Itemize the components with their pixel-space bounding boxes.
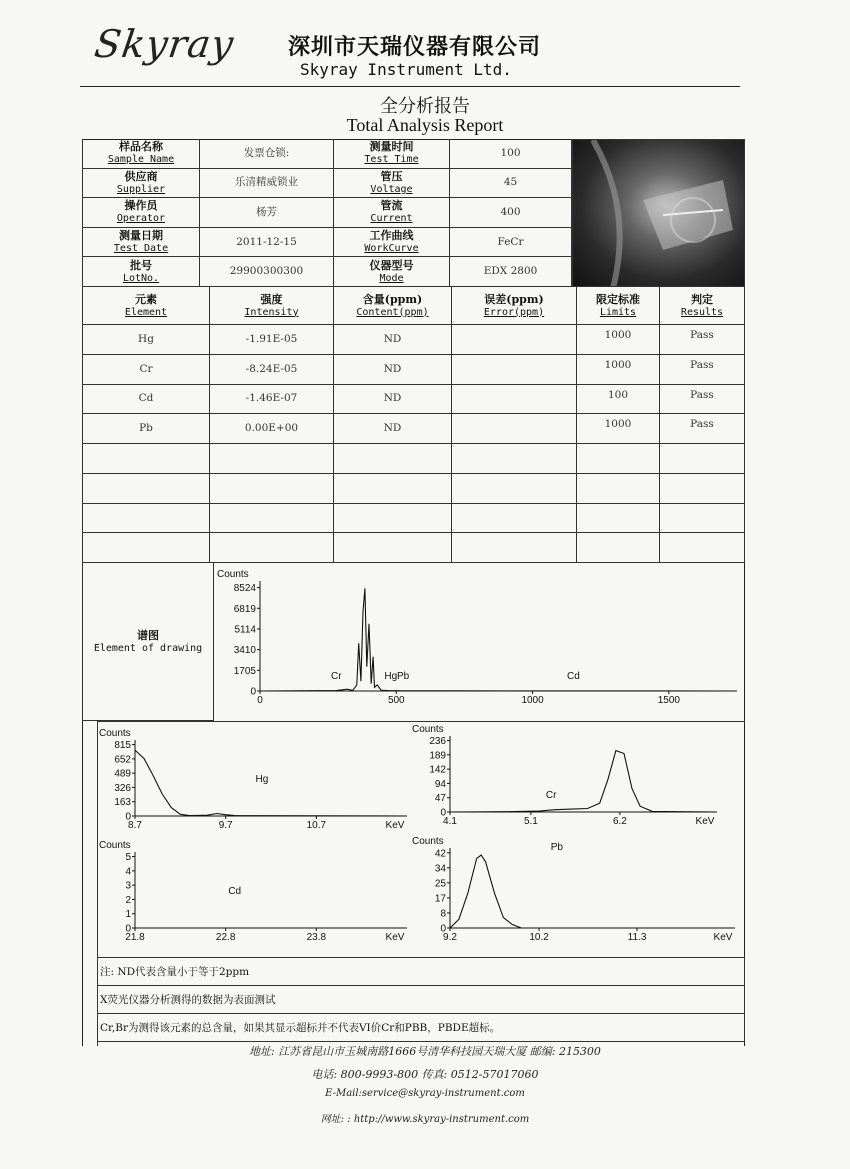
- header-cn: 元素: [135, 292, 157, 306]
- results-cell: [82, 355, 210, 385]
- y-axis-label: Counts: [217, 569, 249, 580]
- y-tick-label: 652: [114, 754, 131, 766]
- result-intensity: -1.46E-07: [245, 392, 298, 405]
- result-result: Pass: [690, 418, 714, 431]
- results-cell: [660, 474, 745, 504]
- param-label-cell: [334, 257, 450, 287]
- results-cell: [452, 355, 577, 385]
- results-cell: [210, 444, 334, 474]
- note-surface: X荧光仪器分析测得的数据为表面测试: [97, 986, 745, 1014]
- results-cell: [660, 355, 745, 385]
- x-tick-label: 1500: [657, 695, 680, 706]
- y-axis-label: Counts: [412, 836, 444, 847]
- results-cell: [660, 504, 745, 534]
- result-content: ND: [383, 332, 402, 345]
- results-cell: [82, 474, 210, 504]
- results-header-cell: [660, 287, 745, 325]
- param-label-en: Current: [370, 213, 413, 225]
- info-label-cell: [82, 198, 200, 228]
- result-content: ND: [383, 362, 402, 375]
- info-label-cn: 样品名称: [119, 140, 163, 154]
- param-value: EDX 2800: [483, 265, 538, 278]
- y-tick-label: 0: [440, 807, 446, 819]
- spectrum-line: [450, 751, 717, 812]
- result-content: ND: [383, 422, 402, 435]
- result-element: Cd: [138, 392, 154, 405]
- x-tick-label: KeV: [695, 816, 715, 827]
- element-annotation: Cr: [331, 671, 342, 682]
- result-content: ND: [383, 392, 402, 405]
- param-value: 100: [500, 146, 521, 159]
- results-cell: [660, 444, 745, 474]
- element-annotation: Pb: [396, 671, 410, 682]
- result-limit: 1000: [604, 418, 632, 431]
- results-cell: [577, 444, 660, 474]
- result-limit: 1000: [604, 329, 632, 341]
- y-tick-label: 0: [440, 923, 446, 935]
- y-tick-label: 6819: [233, 603, 256, 615]
- param-label-en: Mode: [379, 272, 404, 284]
- result-element: Cr: [139, 362, 153, 375]
- y-tick-label: 4: [125, 866, 131, 878]
- result-result: Pass: [690, 329, 714, 341]
- results-cell: [660, 533, 745, 563]
- results-cell: [452, 474, 577, 504]
- results-cell: [82, 504, 210, 534]
- y-tick-label: 47: [434, 793, 446, 805]
- results-cell: [577, 533, 660, 563]
- info-label-cell: [82, 257, 200, 287]
- chart-svg: [97, 722, 419, 834]
- param-value: 45: [503, 176, 518, 189]
- y-tick-label: 189: [429, 750, 446, 762]
- element-annotation: Cd: [567, 671, 580, 682]
- results-header-cell: [82, 287, 210, 325]
- param-value-cell: [450, 257, 572, 287]
- info-label-cell: [82, 139, 200, 169]
- x-tick-label: 0: [257, 695, 263, 706]
- result-element: Hg: [138, 332, 154, 345]
- y-axis-label: Counts: [412, 724, 444, 735]
- results-cell: [210, 533, 334, 563]
- param-label-cn: 测量时间: [369, 140, 414, 154]
- y-tick-label: 0: [125, 811, 131, 823]
- results-header-cell: [334, 287, 452, 325]
- y-tick-label: 8524: [233, 583, 256, 595]
- results-cell: [334, 414, 452, 444]
- company-name-cn: 深圳市天瑞仪器有限公司: [288, 34, 542, 60]
- param-label-cn: 工作曲线: [369, 229, 414, 243]
- results-cell: [452, 444, 577, 474]
- header-cn: 强度: [260, 292, 283, 306]
- footer-email: E-Mail:service@skyray-instrument.com: [325, 1088, 525, 1099]
- results-cell: [660, 325, 745, 355]
- note-total: Cr,Br为测得该元素的总含量，如果其显示超标并不代表VI价Cr和PBB，PBDE超标。: [97, 1014, 745, 1042]
- y-tick-label: 0: [125, 923, 131, 935]
- report-title-cn: 全分析报告: [380, 96, 470, 117]
- x-tick-label: 6.2: [612, 816, 627, 827]
- y-tick-label: 0: [250, 686, 256, 698]
- results-cell: [210, 385, 334, 415]
- spectrum-label-en: Element of drawing: [93, 642, 203, 654]
- results-header-cell: [577, 287, 660, 325]
- result-result: Pass: [690, 358, 714, 371]
- sample-photo: [572, 139, 745, 287]
- results-cell: [334, 533, 452, 563]
- info-value: 2011-12-15: [236, 235, 297, 248]
- param-value: FeCr: [497, 235, 524, 248]
- header-en: Intensity: [244, 306, 299, 318]
- y-axis-label: Counts: [99, 840, 131, 851]
- y-tick-label: 42: [434, 848, 446, 860]
- param-label-en: Voltage: [370, 183, 413, 195]
- results-cell: [577, 355, 660, 385]
- info-value-cell: [200, 198, 334, 228]
- x-tick-label: 11.3: [627, 932, 647, 943]
- results-cell: [452, 504, 577, 534]
- result-limit: 100: [607, 388, 629, 401]
- header-en: Limits: [599, 306, 637, 318]
- x-tick-label: 1000: [521, 695, 544, 706]
- x-tick-label: 22.8: [215, 932, 236, 943]
- results-cell: [210, 474, 334, 504]
- results-cell: [210, 504, 334, 534]
- y-tick-label: 3410: [233, 645, 256, 657]
- chart-svg: [215, 563, 745, 713]
- results-cell: [210, 414, 334, 444]
- info-value: 发票仓锁:: [243, 146, 290, 159]
- results-cell: [577, 325, 660, 355]
- y-tick-label: 489: [114, 768, 131, 780]
- info-label-en: Test Date: [113, 243, 169, 255]
- footer-website: 网址: : http://www.skyray-instrument.com: [320, 1114, 530, 1125]
- param-label-en: Test Time: [364, 154, 419, 166]
- x-tick-label: 8.7: [128, 820, 142, 831]
- result-result: Pass: [690, 388, 714, 401]
- param-value-cell: [450, 169, 572, 199]
- header-en: Content(ppm): [356, 306, 429, 318]
- company-name-en: Skyray Instrument Ltd.: [300, 60, 512, 79]
- results-cell: [82, 414, 210, 444]
- element-annotation: Pb: [550, 842, 563, 853]
- info-value-cell: [200, 139, 334, 169]
- cd-spectrum-chart: [97, 834, 419, 946]
- header-cn: 限定标准: [596, 292, 640, 306]
- chart-svg: [410, 830, 745, 946]
- results-header-cell: [210, 287, 334, 325]
- y-tick-label: 5: [125, 852, 131, 864]
- x-tick-label: 10.7: [306, 820, 327, 831]
- param-label-cell: [334, 198, 450, 228]
- element-annotation: Hg: [255, 774, 269, 785]
- hg-spectrum-chart: [97, 722, 419, 834]
- param-value-cell: [450, 198, 572, 228]
- info-label-en: Sample Name: [107, 154, 175, 166]
- x-tick-label: 9.7: [218, 820, 233, 831]
- param-label-cell: [334, 169, 450, 199]
- param-label-en: WorkCurve: [364, 243, 419, 255]
- y-tick-label: 326: [114, 782, 131, 794]
- results-cell: [334, 355, 452, 385]
- report-title-en: Total Analysis Report: [346, 115, 504, 135]
- sample-photo-image: [573, 140, 745, 287]
- footer-address: 地址: 江苏省昆山市玉城南路1666号清华科技园天瑞大厦 邮编: 215300: [249, 1045, 601, 1058]
- param-value-cell: [450, 228, 572, 258]
- results-cell: [452, 533, 577, 563]
- y-tick-label: 25: [434, 878, 446, 890]
- header-cn: 判定: [691, 292, 713, 306]
- x-tick-label: KeV: [385, 820, 405, 831]
- param-value-cell: [450, 139, 572, 169]
- param-label-cn: 仪器型号: [369, 258, 414, 272]
- spectrum-line: [135, 750, 407, 816]
- y-tick-label: 94: [434, 778, 446, 790]
- x-tick-label: 10.2: [529, 932, 549, 943]
- y-tick-label: 17: [434, 893, 446, 905]
- y-tick-label: 1: [125, 909, 131, 921]
- y-tick-label: 815: [114, 740, 131, 752]
- results-cell: [577, 504, 660, 534]
- info-label-cell: [82, 228, 200, 258]
- cr-spectrum-chart: [410, 718, 745, 830]
- results-cell: [452, 414, 577, 444]
- y-tick-label: 8: [440, 908, 446, 920]
- results-cell: [334, 474, 452, 504]
- x-tick-label: KeV: [385, 932, 405, 943]
- y-tick-label: 3: [125, 880, 131, 892]
- info-value: 29900300300: [229, 265, 304, 278]
- info-label-en: Operator: [116, 213, 166, 225]
- header-cn: 含量(ppm): [362, 292, 423, 306]
- param-label-cell: [334, 228, 450, 258]
- results-cell: [210, 325, 334, 355]
- header-en: Error(ppm): [483, 306, 545, 318]
- x-tick-label: 9.2: [443, 932, 457, 943]
- y-tick-label: 142: [429, 764, 446, 776]
- pb-spectrum-chart: [410, 830, 745, 946]
- x-tick-label: 4.1: [443, 816, 457, 827]
- y-tick-label: 2: [125, 894, 131, 906]
- info-label-cn: 操作员: [124, 199, 158, 213]
- info-label-en: Supplier: [116, 183, 166, 195]
- param-value: 400: [500, 205, 521, 218]
- header-cn: 误差(ppm): [484, 292, 544, 306]
- y-tick-label: 34: [434, 863, 446, 875]
- param-label-cell: [334, 139, 450, 169]
- spectrum-divider: [97, 721, 745, 722]
- element-annotation: Hg: [384, 671, 398, 682]
- results-cell: [82, 533, 210, 563]
- chart-svg: [410, 718, 745, 830]
- spectrum-line: [450, 855, 735, 928]
- result-intensity: -1.91E-05: [245, 332, 298, 345]
- result-intensity: -8.24E-05: [245, 362, 298, 375]
- x-tick-label: KeV: [713, 932, 733, 943]
- full-spectrum-chart: [215, 563, 745, 713]
- info-label-cn: 测量日期: [119, 229, 163, 243]
- x-tick-label: 500: [387, 695, 405, 706]
- info-label-cn: 供应商: [124, 169, 158, 183]
- y-tick-label: 1705: [233, 665, 256, 677]
- results-cell: [82, 325, 210, 355]
- y-tick-label: 163: [114, 797, 131, 809]
- note-nd: 注: ND代表含量小于等于2ppm: [97, 958, 745, 986]
- results-cell: [334, 444, 452, 474]
- results-cell: [334, 325, 452, 355]
- y-tick-label: 5114: [234, 624, 256, 636]
- spectrum-label-cn: 谱图: [137, 628, 159, 642]
- chart-svg: [97, 834, 419, 946]
- company-logo: Skyray: [91, 22, 237, 66]
- info-label-en: LotNo.: [122, 272, 160, 284]
- results-header-cell: [452, 287, 577, 325]
- header-en: Results: [680, 306, 724, 318]
- element-annotation: Cr: [545, 790, 557, 801]
- x-tick-label: 23.8: [306, 932, 327, 943]
- header-en: Element: [124, 306, 168, 318]
- y-axis-label: Counts: [99, 728, 131, 739]
- info-value-cell: [200, 169, 334, 199]
- info-value: 乐清精威锁业: [235, 176, 298, 189]
- header-divider: [80, 86, 740, 87]
- results-cell: [660, 414, 745, 444]
- results-cell: [577, 385, 660, 415]
- info-label-cell: [82, 169, 200, 199]
- element-annotation: Cd: [228, 886, 242, 897]
- spectrum-label-cell: [82, 563, 214, 721]
- info-value-cell: [200, 257, 334, 287]
- x-tick-label: 5.1: [523, 816, 538, 827]
- result-intensity: 0.00E+00: [244, 422, 299, 435]
- result-limit: 1000: [604, 358, 632, 371]
- info-label-cn: 批号: [130, 258, 152, 272]
- results-cell: [452, 325, 577, 355]
- results-cell: [452, 385, 577, 415]
- results-cell: [82, 385, 210, 415]
- results-cell: [82, 444, 210, 474]
- results-cell: [334, 385, 452, 415]
- info-value-cell: [200, 228, 334, 258]
- info-value: 杨芳: [256, 205, 277, 218]
- footer-phone: 电话: 800-9993-800 传真: 0512-57017060: [311, 1068, 539, 1081]
- results-cell: [577, 414, 660, 444]
- param-label-cn: 管压: [380, 169, 403, 183]
- param-label-cn: 管流: [380, 199, 403, 213]
- y-tick-label: 236: [429, 736, 446, 748]
- results-cell: [210, 355, 334, 385]
- x-tick-label: 21.8: [125, 932, 145, 943]
- result-element: Pb: [139, 422, 153, 435]
- results-cell: [334, 504, 452, 534]
- results-cell: [660, 385, 745, 415]
- results-cell: [577, 474, 660, 504]
